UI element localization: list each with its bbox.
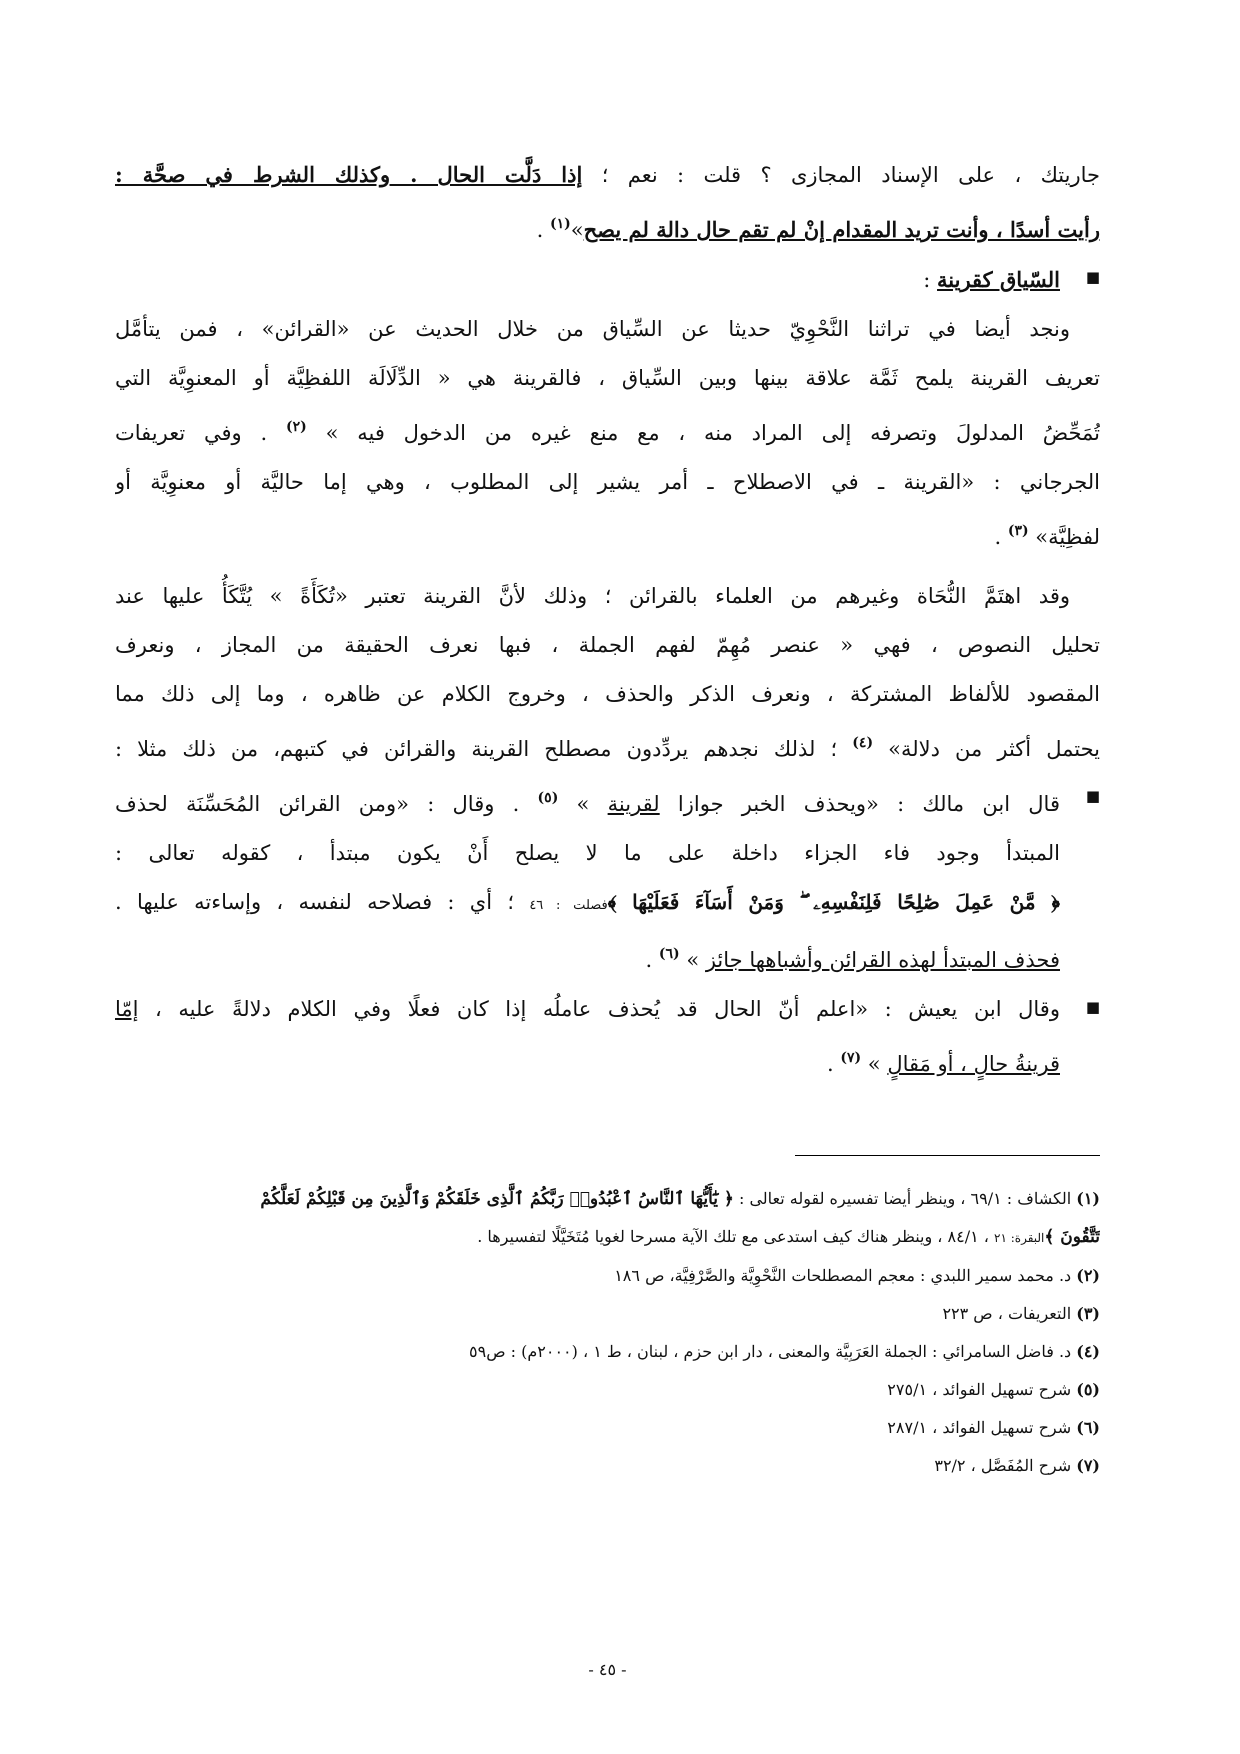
text-run: قال ابن مالك : «ويحذف الخبر جوازا xyxy=(659,792,1060,816)
footnote-number: (٧) xyxy=(1076,1456,1100,1475)
text-run: . xyxy=(826,1052,841,1076)
footnote-number: (٢) xyxy=(1076,1266,1100,1285)
text-line xyxy=(115,458,1100,507)
text-run: تعريف القرينة يلمح ثَمَّة علاقة بينها وبين السِّياق ، فالقرينة هي « الدِّلَالَة اللفظِيَّة أو المعنوِيَّة التي xyxy=(115,366,1100,390)
bullet-icon: ■ xyxy=(1085,268,1100,286)
text-line xyxy=(115,572,1100,621)
text-line xyxy=(115,354,1100,403)
footnote xyxy=(115,1180,1100,1218)
footnote-ref[interactable]: (٧) xyxy=(840,1050,862,1066)
footnote xyxy=(115,1447,1100,1485)
text-run: يحتمل أكثر من دلالة» xyxy=(873,737,1100,761)
text-run: تحليل النصوص ، فهي « عنصر مُهِمّ لفهم الجملة ، فبها نعرف الحقيقة من المجاز ، ونعرف xyxy=(115,633,1100,657)
bullet-item xyxy=(115,985,1100,1034)
text-run: الجرجاني : «القرينة ـ في الاصطلاح ـ أمر يشير إلى المطلوب ، وهي إما حاليَّة أو معنوِيَّة أو xyxy=(115,470,1100,494)
section-heading xyxy=(115,255,1100,305)
text-run: . xyxy=(994,525,1008,549)
footnote-text: ، ٨٤/١ ، وينظر هناك كيف استدعى مع تلك الآية مسرحا لغويا مُتَخَيَّلًا لتفسيرها . xyxy=(477,1227,989,1246)
footnote xyxy=(115,1257,1100,1295)
text-line xyxy=(115,670,1100,719)
text-line xyxy=(115,403,1100,458)
underlined-text: قرينةُ حالٍ ، أو مَقالٍ xyxy=(887,1052,1060,1076)
text-line xyxy=(115,829,1100,878)
text-run: . xyxy=(645,948,659,972)
footnote-ref[interactable]: (٢) xyxy=(285,419,307,435)
text-run: . xyxy=(536,218,550,242)
text-run: وقال ابن يعيش : «اعلم أنّ الحال قد يُحذف عاملُه إذا كان فعلًا وفي الكلام دلالةً عليه ، xyxy=(138,997,1060,1021)
underlined-text: إمّا xyxy=(115,997,139,1021)
quote-mark: » xyxy=(861,1052,888,1076)
footnote-text: التعريفات ، ص ٢٢٣ xyxy=(942,1304,1077,1323)
text-line xyxy=(115,200,1100,255)
text-run: المبتدأ وجود فاء الجزاء داخلة على ما لا يصلح أَنْ يكون مبتدأ ، كقوله تعالى : xyxy=(115,841,1060,865)
verse-reference: فصلت : ٤٦ xyxy=(529,898,608,913)
text-run: تُمَحِّضُ المدلولَ وتصرفه إلى المراد منه ، مع منع غيره من الدخول فيه » xyxy=(306,421,1100,445)
underlined-text: لقرينة xyxy=(607,792,660,816)
footnote-ref[interactable]: (١) xyxy=(549,216,571,232)
footnote-number: (٣) xyxy=(1076,1304,1100,1323)
text-run: المقصود للألفاظ المشتركة ، ونعرف الذكر والحذف ، وخروج الكلام عن ظاهره ، وما إلى ذلك مما xyxy=(115,682,1100,706)
document-page xyxy=(115,150,1100,1690)
footnote xyxy=(115,1409,1100,1447)
footnote xyxy=(115,1333,1100,1371)
footnote-number: (٤) xyxy=(1076,1342,1100,1361)
text-line xyxy=(115,930,1100,985)
text-run: . وقال : «ومن القرائن المُحَسِّنَة لحذف xyxy=(115,792,538,816)
quran-verse: ﴿ يَٰٓأَيُّهَا ٱلنَّاسُ ٱعْبُدُوا۟ رَبَّكُمُ ٱلَّذِى خَلَقَكُمْ وَٱلَّذِينَ مِن قَبْلِكُمْ لَعَلَّكُمْ xyxy=(260,1189,734,1209)
page-number: - ٤٥ - xyxy=(588,1660,627,1679)
footnote-text: شرح تسهيل الفوائد ، ٢٨٧/١ xyxy=(887,1418,1077,1437)
footnote-separator xyxy=(795,1155,1100,1156)
bullet-icon: ■ xyxy=(1085,787,1100,805)
text-line xyxy=(115,878,1100,930)
footnote-text: الكشاف : ٦٩/١ ، وينظر أيضا تفسيره لقوله تعالى : xyxy=(733,1189,1077,1208)
text-run: : xyxy=(923,268,938,292)
underlined-text: فحذف المبتدأ لهذه القرائن وأشباهها جائز xyxy=(705,948,1060,972)
footnote xyxy=(115,1371,1100,1409)
footnote-number: (٥) xyxy=(1076,1380,1100,1399)
bullet-icon: ■ xyxy=(1085,998,1100,1016)
footnote-text: د. فاضل السامرائي : الجملة العَرَبِيَّة والمعنى ، دار ابن حزم ، لبنان ، ط ١ ، (٢٠٠٠م) : ص٥٩ xyxy=(469,1342,1077,1361)
text-line xyxy=(115,621,1100,670)
text-run: ؛ أي : فصلاحه لنفسه ، وإساءته عليها . xyxy=(115,890,530,914)
text-run: . وفي تعريفات xyxy=(115,421,286,445)
text-run: ونجد أيضا في تراثنا النَّحْوِيّ حديثا عن السِّياق من خلال الحديث عن «القرائن» ، فمن يتأمَّل xyxy=(115,317,1070,341)
quran-verse: ﴿ مَّنْ عَمِلَ صَٰلِحًا فَلِنَفْسِهِۦ ۖ وَمَنْ أَسَآءَ فَعَلَيْهَا ﴾ xyxy=(607,890,1060,914)
text-run: جاريتك ، على الإسناد المجازى ؟ قلت : نعم ؛ xyxy=(582,163,1100,187)
footnote-ref[interactable]: (٣) xyxy=(1007,523,1029,539)
quote-mark: » xyxy=(679,948,706,972)
quote-mark: » xyxy=(570,218,584,242)
bullet-item xyxy=(115,774,1100,829)
footnote-ref[interactable]: (٥) xyxy=(537,790,559,806)
heading-text: السّياق كقرينة xyxy=(937,267,1060,292)
footnotes xyxy=(115,1180,1100,1485)
footnote-continuation xyxy=(115,1218,1100,1257)
footnote-number: (١) xyxy=(1076,1189,1100,1208)
text-run: » xyxy=(558,792,608,816)
footnote-text: شرح تسهيل الفوائد ، ٢٧٥/١ xyxy=(887,1380,1077,1399)
quran-verse: تَتَّقُونَ ﴾ xyxy=(1044,1227,1100,1247)
verse-reference: البقرة: ٢١ xyxy=(994,1231,1045,1245)
text-run: ؛ لذلك نجدهم يردِّدون مصطلح القرينة والقرائن في كتبهم، من ذلك مثلا : xyxy=(115,737,853,761)
text-run: وقد اهتَمَّ النُّحَاة وغيرهم من العلماء بالقرائن ؛ وذلك لأنَّ القرينة تعتبر «تُكَأَةً » يُتَّكَأُ عليها عند xyxy=(115,584,1070,608)
text-run: لفظِيَّة» xyxy=(1028,525,1100,549)
paragraph-spacer xyxy=(115,562,1100,572)
emphasized-text: رأيت أسدًا ، وأنت تريد المقدام إنْ لم تقم حال دالة لم يصح xyxy=(583,217,1100,242)
footnote-ref[interactable]: (٤) xyxy=(852,735,874,751)
footnote-text: د. محمد سمير اللبدي : معجم المصطلحات النَّحْوِيَّة والصَّرْفِيَّة، ص ١٨٦ xyxy=(614,1266,1077,1285)
footnote-number: (٦) xyxy=(1076,1418,1100,1437)
text-line xyxy=(115,305,1100,354)
footnote-text: شرح المُفَصَّل ، ٣٢/٢ xyxy=(934,1456,1077,1475)
footnote xyxy=(115,1295,1100,1333)
text-line xyxy=(115,1034,1100,1089)
emphasized-text: إذا دَلَّت الحال . وكذلك الشرط في صحَّة : xyxy=(115,162,583,187)
text-line xyxy=(115,150,1100,200)
text-line xyxy=(115,719,1100,774)
text-line xyxy=(115,507,1100,562)
footnote-ref[interactable]: (٦) xyxy=(658,946,680,962)
